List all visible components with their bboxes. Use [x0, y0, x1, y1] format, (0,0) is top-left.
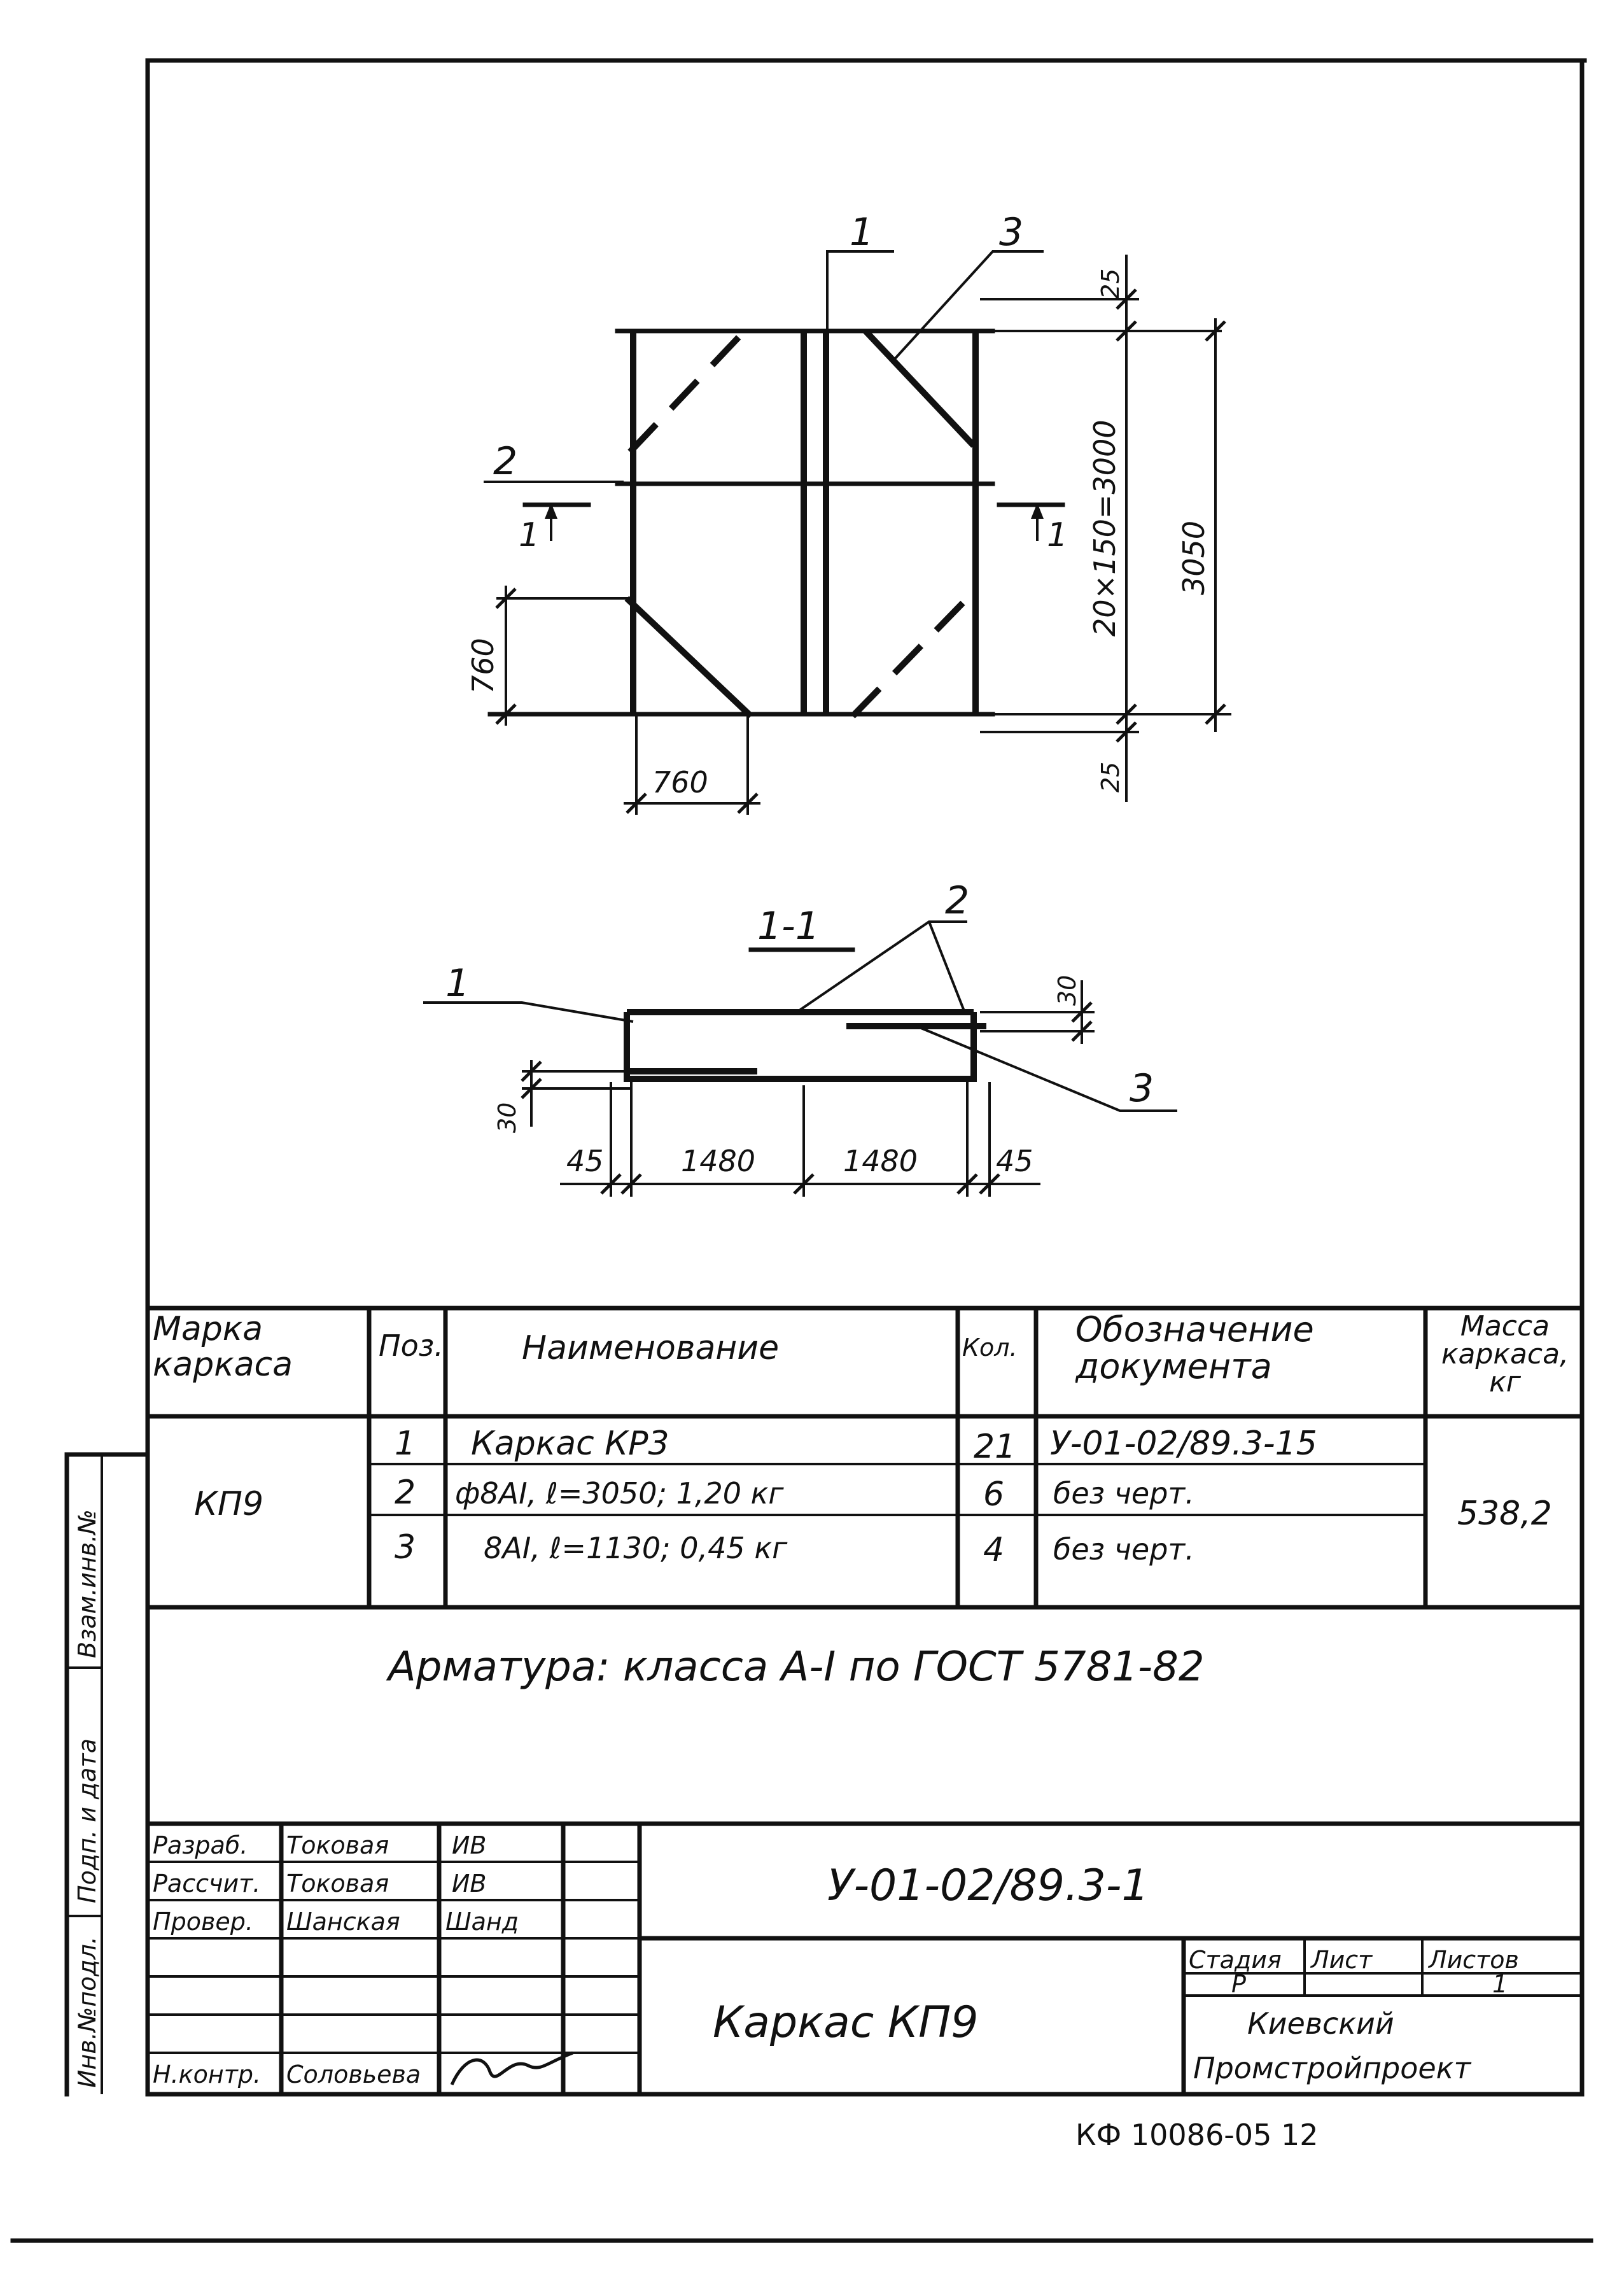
plan-view	[466, 210, 1231, 815]
header-mark: Марка каркаса	[153, 1311, 293, 1384]
plan-pos1-label: 1	[850, 210, 874, 255]
plan-pos2-label: 2	[493, 439, 518, 484]
header-mass: Масса каркаса, кг	[1441, 1313, 1569, 1398]
stage-value: Р	[1231, 1970, 1246, 1998]
dim-horizontal-760: 760	[652, 765, 708, 799]
sig2-name: Токовая	[286, 1870, 389, 1898]
row1-name: Каркас КР3	[471, 1425, 669, 1463]
reinforcement-note: Арматура: класса А-I по ГОСТ 5781-82	[388, 1644, 1205, 1691]
spec-table	[148, 1308, 1582, 1691]
row3-qty: 4	[983, 1531, 1005, 1569]
dim-bottom-25: 25	[1096, 761, 1124, 792]
sheets-header: Листов	[1429, 1946, 1519, 1974]
header-name: Наименование	[522, 1329, 780, 1367]
sig1-sign: ИВ	[452, 1831, 487, 1859]
frame-mark: КП9	[194, 1485, 264, 1523]
sig1-name: Токовая	[286, 1831, 389, 1859]
row1-pos: 1	[395, 1425, 416, 1463]
row3-doc: без черт.	[1053, 1532, 1194, 1567]
sig7-role: Н.контр.	[153, 2060, 262, 2088]
row2-name: ф8АI, ℓ=3050; 1,20 кг	[455, 1476, 784, 1511]
section-pos1-label: 1	[445, 961, 470, 1006]
section-mark-left: 1	[519, 516, 540, 554]
sig7-name: Соловьева	[286, 2060, 421, 2088]
row3-name: 8АI, ℓ=1130; 0,45 кг	[484, 1531, 788, 1565]
row2-pos: 2	[395, 1474, 416, 1512]
dim-top-25: 25	[1096, 268, 1124, 299]
sheets-value: 1	[1492, 1970, 1508, 1998]
sig2-role: Рассчит.	[153, 1870, 261, 1898]
section-dim-top: 30	[1053, 975, 1081, 1006]
section-mark-right: 1	[1047, 516, 1068, 554]
organization-line2: Промстройпроект	[1193, 2051, 1471, 2085]
header-qty: Кол.	[962, 1334, 1018, 1362]
sig3-sign: Шанд	[445, 1908, 519, 1936]
dim-height-step: 20×150=3000	[1088, 419, 1122, 637]
dim-total-height: 3050	[1177, 520, 1211, 595]
section-view	[423, 878, 1177, 1197]
section-dim-45-right: 45	[996, 1144, 1033, 1178]
sheet-header: Лист	[1311, 1946, 1373, 1974]
header-doc: Обозначение документа	[1075, 1311, 1314, 1386]
section-dim-45-left: 45	[566, 1144, 604, 1178]
frame-mass: 538,2	[1457, 1495, 1552, 1533]
row2-doc: без черт.	[1053, 1476, 1194, 1511]
header-pos: Поз.	[379, 1328, 444, 1363]
row1-qty: 21	[974, 1428, 1016, 1466]
signature-row	[153, 1831, 487, 1859]
section-pos2-label: 2	[945, 878, 970, 923]
signature-row	[153, 1908, 519, 1936]
title-block	[148, 1824, 1582, 2094]
section-title: 1-1	[757, 904, 820, 948]
signature-row	[153, 1870, 487, 1898]
drawing-title: Каркас КП9	[713, 1997, 979, 2048]
footer-code: КФ 10086-05 12	[1075, 2118, 1319, 2152]
side-sign-date: Подп. и дата	[73, 1738, 101, 1903]
sig2-sign: ИВ	[452, 1870, 487, 1898]
table-row	[395, 1425, 1317, 1466]
row1-doc: У-01-02/89.3-15	[1050, 1425, 1317, 1463]
section-dim-1480-left: 1480	[681, 1144, 756, 1178]
section-dim-left: 30	[493, 1102, 521, 1133]
table-row	[395, 1528, 1194, 1569]
section-pos3-label: 3	[1130, 1066, 1154, 1111]
side-inv-orig: Инв.№подл.	[73, 1936, 101, 2088]
table-row	[395, 1474, 1194, 1514]
signature-row	[153, 2060, 421, 2088]
sig3-name: Шанская	[286, 1908, 400, 1936]
plan-pos3-label: 3	[999, 210, 1024, 255]
side-strip	[67, 1454, 148, 2094]
section-dim-1480-right: 1480	[843, 1144, 918, 1178]
side-inv-replace: Взам.инв.№	[73, 1509, 101, 1658]
dim-vertical-760: 760	[466, 638, 500, 694]
sig1-role: Разраб.	[153, 1831, 248, 1859]
sig3-role: Провер.	[153, 1908, 253, 1936]
document-code: У-01-02/89.3-1	[827, 1861, 1149, 1911]
row3-pos: 3	[395, 1528, 416, 1567]
row2-qty: 6	[983, 1475, 1005, 1514]
organization-line1: Киевский	[1247, 2006, 1394, 2041]
handwritten-signature	[452, 2053, 573, 2085]
stage-header: Стадия	[1189, 1946, 1282, 1974]
